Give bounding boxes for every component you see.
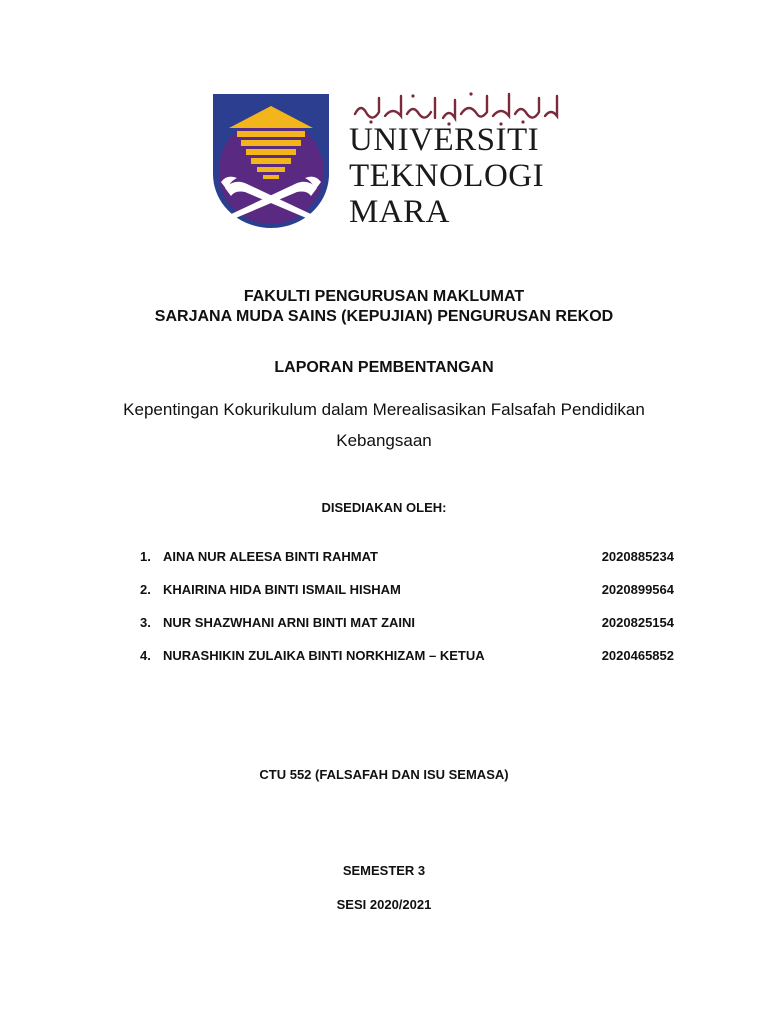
member-student-id: 2020465852 xyxy=(601,648,674,663)
programme-name: SARJANA MUDA SAINS (KEPUJIAN) PENGURUSAN REKOD xyxy=(154,308,614,325)
prepared-by-label: DISEDIAKAN OLEH: xyxy=(321,500,447,515)
member-student-id: 2020825154 xyxy=(601,615,674,630)
member-number: 3. xyxy=(140,615,151,630)
faculty-heading xyxy=(0,287,768,327)
member-list xyxy=(140,548,680,680)
university-name xyxy=(349,122,544,230)
university-logo xyxy=(211,88,571,233)
member-student-id: 2020885234 xyxy=(601,549,674,564)
uitm-crest-icon xyxy=(211,92,331,230)
member-name: AINA NUR ALEESA BINTI RAHMAT xyxy=(163,549,378,564)
course-code: CTU 552 (FALSAFAH DAN ISU SEMASA) xyxy=(259,767,509,782)
member-name: NUR SHAZWHANI ARNI BINTI MAT ZAINI xyxy=(163,615,416,630)
semester: SEMESTER 3 xyxy=(342,863,426,878)
university-name-line-2: TEKNOLOGI xyxy=(349,158,545,194)
session: SESI 2020/2021 xyxy=(336,897,432,912)
list-item xyxy=(140,614,680,647)
list-item xyxy=(140,581,680,614)
faculty-name: FAKULTI PENGURUSAN MAKLUMAT xyxy=(243,288,525,305)
member-number: 2. xyxy=(140,582,151,597)
member-number: 1. xyxy=(140,549,151,564)
report-type: LAPORAN PEMBENTANGAN xyxy=(274,359,494,376)
member-student-id: 2020899564 xyxy=(601,582,674,597)
university-name-line-1: UNIVERSITI xyxy=(349,122,540,158)
report-title: Kepentingan Kokurikulum dalam Merealisasikan Falsafah Pendidikan Kebangsaan xyxy=(123,400,645,450)
list-item xyxy=(140,647,680,680)
member-number: 4. xyxy=(140,648,151,663)
university-name-line-3: MARA xyxy=(349,194,451,230)
list-item xyxy=(140,548,680,581)
member-name: KHAIRINA HIDA BINTI ISMAIL HISHAM xyxy=(163,582,401,597)
member-name: NURASHIKIN ZULAIKA BINTI NORKHIZAM – KETUA xyxy=(163,648,485,663)
